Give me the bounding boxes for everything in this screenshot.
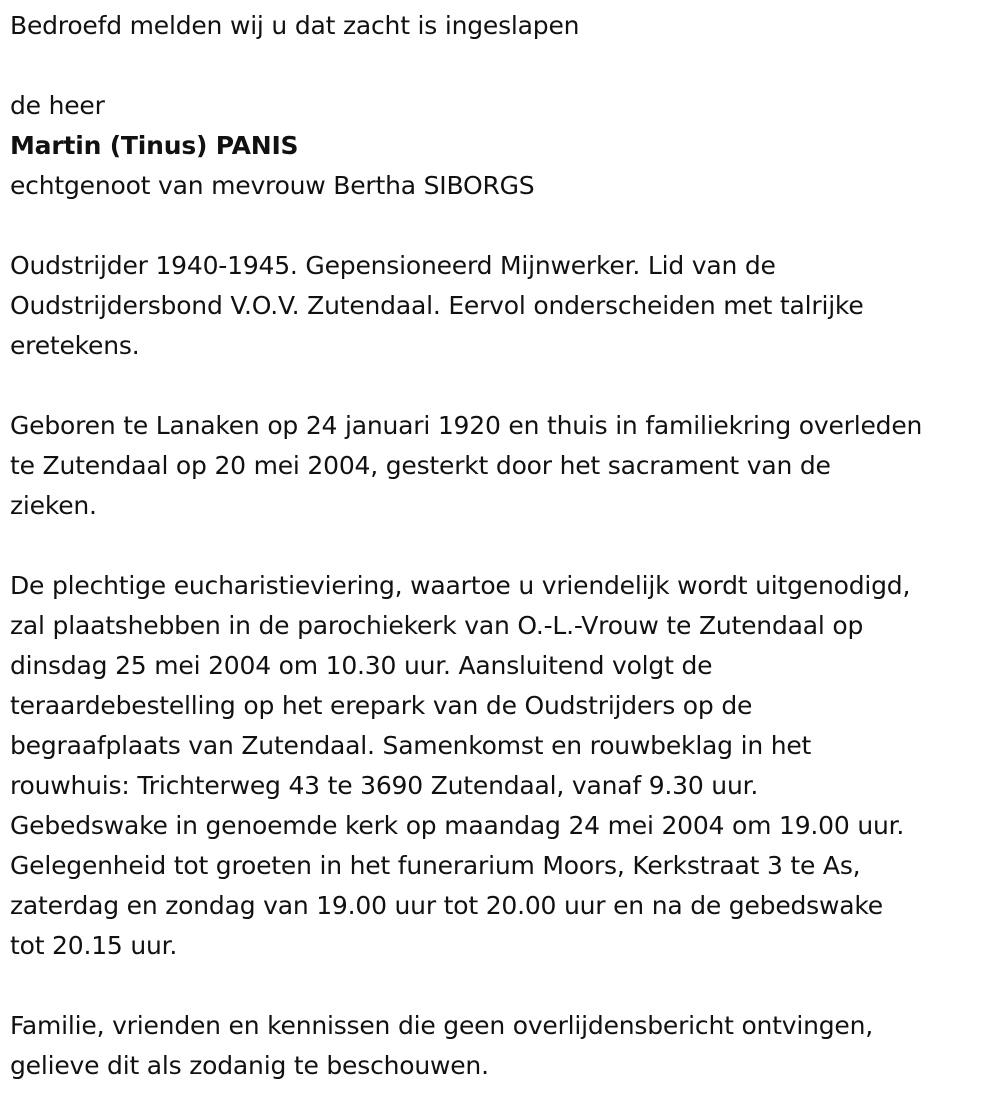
paragraph-birth-death [10,406,994,526]
text-line: te Zutendaal op 20 mei 2004, gesterkt door het sacrament van de [10,451,831,480]
title-line: de heer [10,91,105,120]
text-line: Geboren te Lanaken op 24 januari 1920 en thuis in familiekring overleden [10,411,923,440]
paragraph-veteran [10,246,994,366]
spacer [10,366,994,406]
spacer [10,206,994,246]
spouse-line: echtgenoot van mevrouw Bertha SIBORGS [10,171,535,200]
text-line: begraafplaats van Zutendaal. Samenkomst en rouwbeklag in het [10,731,812,760]
paragraph-closing [10,1006,994,1086]
text-line: rouwhuis: Trichterweg 43 te 3690 Zutendaal, vanaf 9.30 uur. [10,771,759,800]
text-line: tot 20.15 uur. [10,931,178,960]
text-line: Gelegenheid tot groeten in het funerarium Moors, Kerkstraat 3 te As, [10,851,861,880]
paragraph-ceremony [10,566,994,966]
death-notice [10,6,994,1086]
intro-line: Bedroefd melden wij u dat zacht is ingeslapen [10,11,580,40]
text-line: Oudstrijdersbond V.O.V. Zutendaal. Eervol onderscheiden met talrijke [10,291,864,320]
text-line: Gebedswake in genoemde kerk op maandag 24 mei 2004 om 19.00 uur. [10,811,905,840]
spacer [10,526,994,566]
deceased-name: Martin (Tinus) PANIS [10,131,299,160]
spacer [10,966,994,1006]
text-line: zieken. [10,491,97,520]
spacer [10,46,994,86]
text-line: dinsdag 25 mei 2004 om 10.30 uur. Aansluitend volgt de [10,651,713,680]
text-line: gelieve dit als zodanig te beschouwen. [10,1051,489,1080]
text-line: zal plaatshebben in de parochiekerk van O.-L.-Vrouw te Zutendaal op [10,611,864,640]
text-line: teraardebestelling op het erepark van de Oudstrijders op de [10,691,753,720]
text-line: De plechtige eucharistieviering, waartoe u vriendelijk wordt uitgenodigd, [10,571,911,600]
text-line: zaterdag en zondag van 19.00 uur tot 20.00 uur en na de gebedswake [10,891,883,920]
text-line: eretekens. [10,331,140,360]
text-line: Familie, vrienden en kennissen die geen overlijdensbericht ontvingen, [10,1011,874,1040]
text-line: Oudstrijder 1940-1945. Gepensioneerd Mijnwerker. Lid van de [10,251,776,280]
